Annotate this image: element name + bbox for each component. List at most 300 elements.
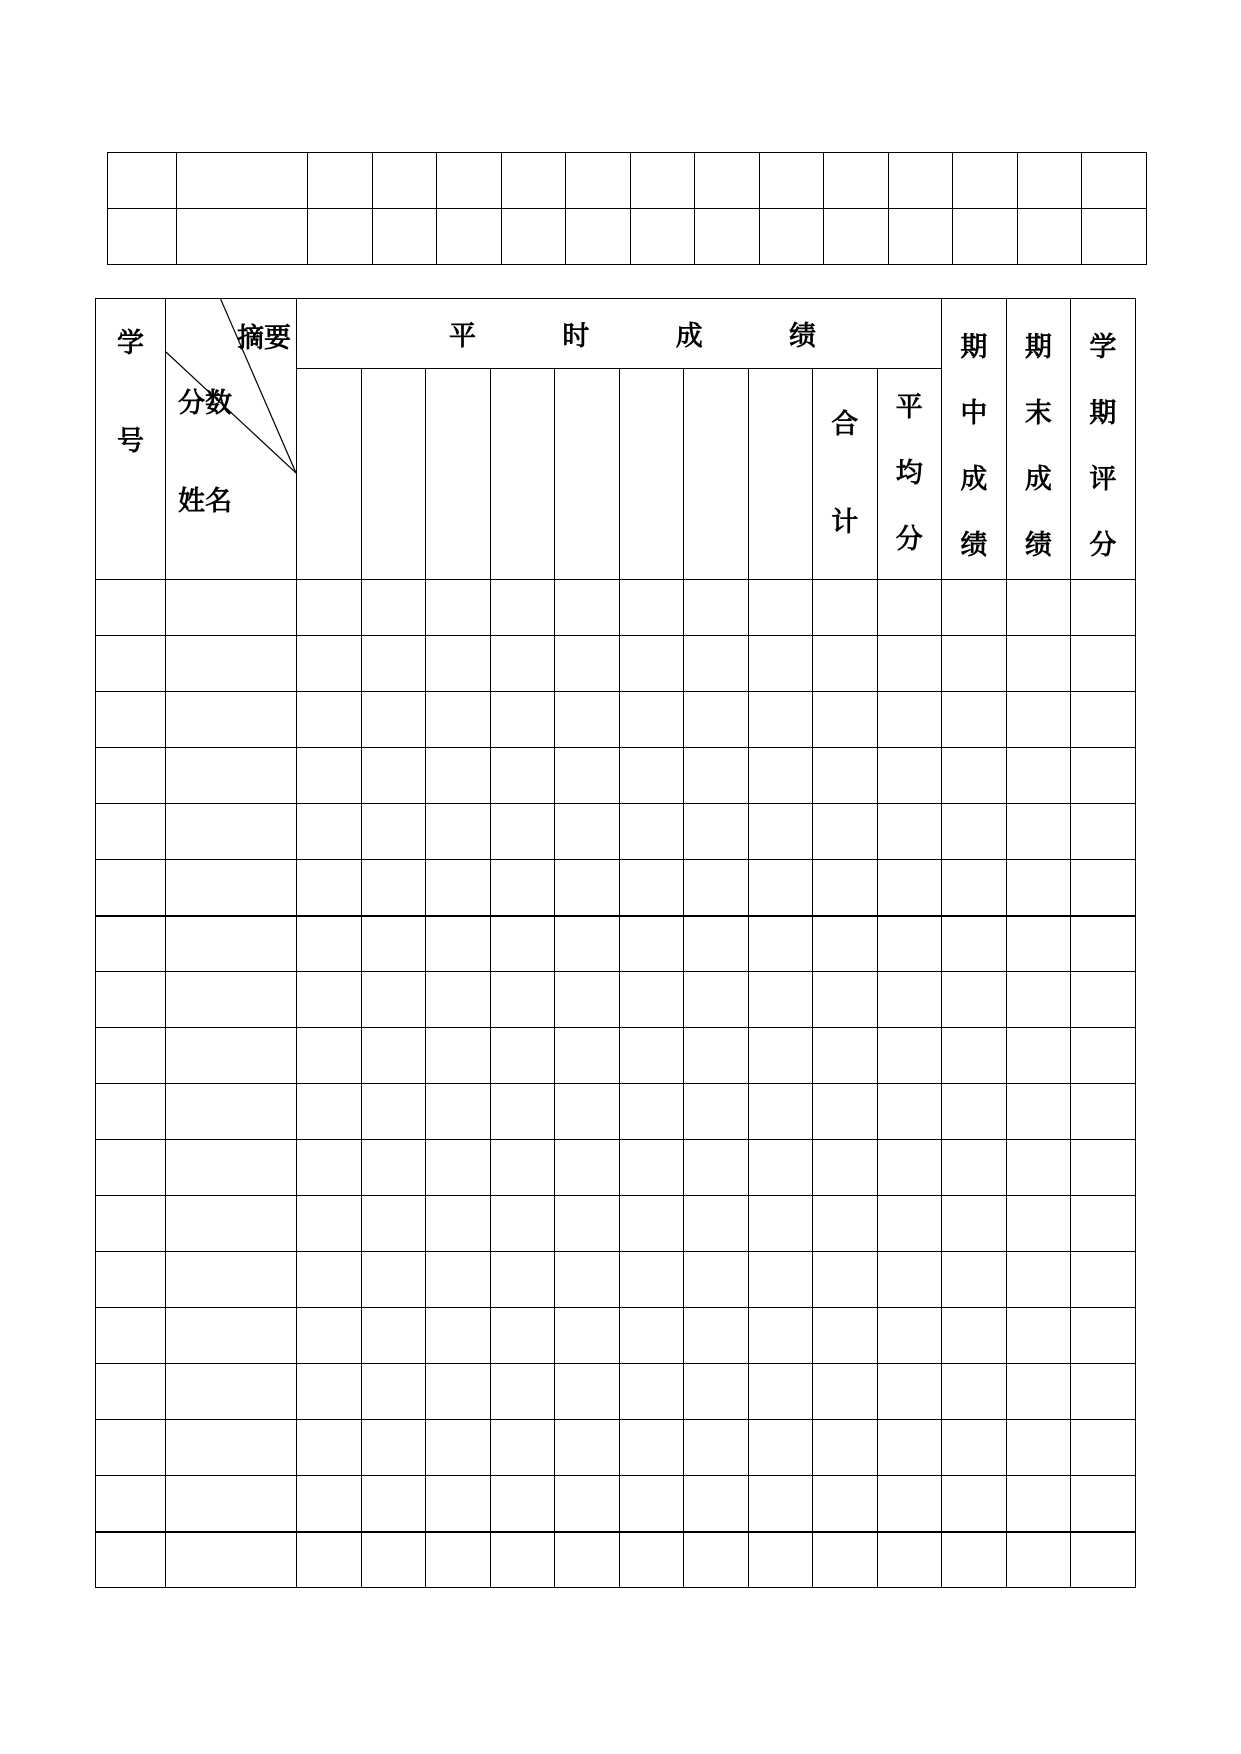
table-cell[interactable] xyxy=(619,1420,684,1476)
table-cell[interactable] xyxy=(1071,1476,1136,1532)
table-cell[interactable] xyxy=(1071,636,1136,692)
table-cell[interactable] xyxy=(1006,1028,1071,1084)
table-cell[interactable] xyxy=(555,692,620,748)
table-cell[interactable] xyxy=(877,1252,942,1308)
table-cell[interactable] xyxy=(942,804,1007,860)
table-cell[interactable] xyxy=(1071,1196,1136,1252)
table-cell[interactable] xyxy=(96,1196,166,1252)
table-cell[interactable] xyxy=(96,580,166,636)
table-cell[interactable] xyxy=(166,1364,297,1420)
table-cell[interactable] xyxy=(1071,1364,1136,1420)
table-cell[interactable] xyxy=(96,972,166,1028)
table-cell[interactable] xyxy=(426,1196,491,1252)
table-cell[interactable] xyxy=(490,1028,555,1084)
table-cell[interactable] xyxy=(555,1252,620,1308)
table-cell[interactable] xyxy=(361,804,426,860)
table-cell[interactable] xyxy=(96,860,166,916)
table-cell[interactable] xyxy=(877,860,942,916)
table-cell[interactable] xyxy=(942,1252,1007,1308)
table-cell[interactable] xyxy=(759,153,824,209)
table-cell[interactable] xyxy=(297,1532,362,1588)
table-cell[interactable] xyxy=(953,209,1018,265)
table-cell[interactable] xyxy=(308,153,373,209)
table-cell[interactable] xyxy=(684,1308,749,1364)
table-cell[interactable] xyxy=(490,860,555,916)
table-cell[interactable] xyxy=(361,1196,426,1252)
table-cell[interactable] xyxy=(942,1140,1007,1196)
table-cell[interactable] xyxy=(297,1252,362,1308)
table-cell[interactable] xyxy=(490,916,555,972)
table-cell[interactable] xyxy=(748,1308,813,1364)
table-cell[interactable] xyxy=(619,804,684,860)
table-cell[interactable] xyxy=(813,1084,878,1140)
table-cell[interactable] xyxy=(490,1252,555,1308)
table-cell[interactable] xyxy=(1006,636,1071,692)
table-cell[interactable] xyxy=(361,972,426,1028)
table-cell[interactable] xyxy=(695,153,760,209)
table-cell[interactable] xyxy=(684,748,749,804)
table-cell[interactable] xyxy=(361,580,426,636)
table-cell[interactable] xyxy=(748,748,813,804)
table-cell[interactable] xyxy=(96,636,166,692)
table-cell[interactable] xyxy=(748,1364,813,1420)
table-cell[interactable] xyxy=(1071,1308,1136,1364)
table-cell[interactable] xyxy=(297,1084,362,1140)
table-cell[interactable] xyxy=(166,916,297,972)
table-cell[interactable] xyxy=(361,1476,426,1532)
table-cell[interactable] xyxy=(759,209,824,265)
table-cell[interactable] xyxy=(619,636,684,692)
table-cell[interactable] xyxy=(942,1420,1007,1476)
table-cell[interactable] xyxy=(619,1252,684,1308)
table-cell[interactable] xyxy=(1006,804,1071,860)
table-cell[interactable] xyxy=(748,1140,813,1196)
table-cell[interactable] xyxy=(1082,153,1147,209)
table-cell[interactable] xyxy=(942,748,1007,804)
table-cell[interactable] xyxy=(108,209,177,265)
table-cell[interactable] xyxy=(297,1196,362,1252)
table-cell[interactable] xyxy=(426,1084,491,1140)
table-cell[interactable] xyxy=(1006,1476,1071,1532)
table-cell[interactable] xyxy=(1071,1420,1136,1476)
table-cell[interactable] xyxy=(1006,1140,1071,1196)
table-cell[interactable] xyxy=(1006,860,1071,916)
table-cell[interactable] xyxy=(1006,1084,1071,1140)
table-cell[interactable] xyxy=(684,1364,749,1420)
table-cell[interactable] xyxy=(748,804,813,860)
table-cell[interactable] xyxy=(96,1420,166,1476)
table-cell[interactable] xyxy=(942,580,1007,636)
table-cell[interactable] xyxy=(555,1140,620,1196)
table-cell[interactable] xyxy=(297,1140,362,1196)
table-cell[interactable] xyxy=(361,1140,426,1196)
table-cell[interactable] xyxy=(619,748,684,804)
table-cell[interactable] xyxy=(813,1476,878,1532)
table-cell[interactable] xyxy=(1071,1140,1136,1196)
table-cell[interactable] xyxy=(684,1420,749,1476)
table-cell[interactable] xyxy=(1006,916,1071,972)
table-cell[interactable] xyxy=(888,153,953,209)
table-cell[interactable] xyxy=(748,1084,813,1140)
table-cell[interactable] xyxy=(96,1084,166,1140)
table-cell[interactable] xyxy=(748,1196,813,1252)
table-cell[interactable] xyxy=(942,1364,1007,1420)
table-cell[interactable] xyxy=(619,1532,684,1588)
table-cell[interactable] xyxy=(426,1364,491,1420)
table-cell[interactable] xyxy=(361,1420,426,1476)
table-cell[interactable] xyxy=(297,636,362,692)
table-cell[interactable] xyxy=(166,1532,297,1588)
table-cell[interactable] xyxy=(1006,1420,1071,1476)
table-cell[interactable] xyxy=(96,916,166,972)
table-cell[interactable] xyxy=(501,209,566,265)
table-cell[interactable] xyxy=(166,1420,297,1476)
table-cell[interactable] xyxy=(619,1476,684,1532)
table-cell[interactable] xyxy=(942,636,1007,692)
table-cell[interactable] xyxy=(619,580,684,636)
table-cell[interactable] xyxy=(166,804,297,860)
table-cell[interactable] xyxy=(1082,209,1147,265)
table-cell[interactable] xyxy=(297,916,362,972)
table-cell[interactable] xyxy=(684,1532,749,1588)
table-cell[interactable] xyxy=(490,804,555,860)
table-cell[interactable] xyxy=(1006,972,1071,1028)
table-cell[interactable] xyxy=(297,692,362,748)
table-cell[interactable] xyxy=(490,692,555,748)
table-cell[interactable] xyxy=(1071,972,1136,1028)
table-cell[interactable] xyxy=(877,1140,942,1196)
table-cell[interactable] xyxy=(96,1532,166,1588)
table-cell[interactable] xyxy=(555,1364,620,1420)
table-cell[interactable] xyxy=(695,209,760,265)
table-cell[interactable] xyxy=(684,1476,749,1532)
table-cell[interactable] xyxy=(166,860,297,916)
table-cell[interactable] xyxy=(1006,748,1071,804)
table-cell[interactable] xyxy=(748,1420,813,1476)
table-cell[interactable] xyxy=(877,972,942,1028)
table-cell[interactable] xyxy=(877,1028,942,1084)
table-cell[interactable] xyxy=(96,1476,166,1532)
table-cell[interactable] xyxy=(748,972,813,1028)
table-cell[interactable] xyxy=(748,860,813,916)
table-cell[interactable] xyxy=(942,1532,1007,1588)
table-cell[interactable] xyxy=(630,209,695,265)
table-cell[interactable] xyxy=(297,1364,362,1420)
table-cell[interactable] xyxy=(555,916,620,972)
table-cell[interactable] xyxy=(96,804,166,860)
table-cell[interactable] xyxy=(813,636,878,692)
table-cell[interactable] xyxy=(555,860,620,916)
table-cell[interactable] xyxy=(361,1084,426,1140)
table-cell[interactable] xyxy=(166,1140,297,1196)
table-cell[interactable] xyxy=(372,209,437,265)
table-cell[interactable] xyxy=(748,1028,813,1084)
table-cell[interactable] xyxy=(108,153,177,209)
table-cell[interactable] xyxy=(813,1028,878,1084)
table-cell[interactable] xyxy=(684,1252,749,1308)
table-cell[interactable] xyxy=(888,209,953,265)
table-cell[interactable] xyxy=(426,1532,491,1588)
table-cell[interactable] xyxy=(490,1196,555,1252)
table-cell[interactable] xyxy=(177,153,308,209)
table-cell[interactable] xyxy=(426,636,491,692)
table-cell[interactable] xyxy=(942,916,1007,972)
table-cell[interactable] xyxy=(1071,916,1136,972)
table-cell[interactable] xyxy=(813,1364,878,1420)
table-cell[interactable] xyxy=(619,972,684,1028)
table-cell[interactable] xyxy=(748,916,813,972)
table-cell[interactable] xyxy=(619,692,684,748)
table-cell[interactable] xyxy=(361,1364,426,1420)
table-cell[interactable] xyxy=(942,972,1007,1028)
table-cell[interactable] xyxy=(361,1028,426,1084)
table-cell[interactable] xyxy=(166,1028,297,1084)
table-cell[interactable] xyxy=(824,153,889,209)
table-cell[interactable] xyxy=(684,1196,749,1252)
table-cell[interactable] xyxy=(166,692,297,748)
table-cell[interactable] xyxy=(1006,1364,1071,1420)
table-cell[interactable] xyxy=(96,692,166,748)
table-cell[interactable] xyxy=(684,804,749,860)
table-cell[interactable] xyxy=(1071,804,1136,860)
table-cell[interactable] xyxy=(619,1140,684,1196)
table-cell[interactable] xyxy=(877,692,942,748)
table-cell[interactable] xyxy=(96,1364,166,1420)
table-cell[interactable] xyxy=(684,1028,749,1084)
table-cell[interactable] xyxy=(942,860,1007,916)
table-cell[interactable] xyxy=(1071,580,1136,636)
table-cell[interactable] xyxy=(1071,860,1136,916)
table-cell[interactable] xyxy=(566,153,631,209)
table-cell[interactable] xyxy=(877,1364,942,1420)
table-cell[interactable] xyxy=(1071,1084,1136,1140)
table-cell[interactable] xyxy=(361,916,426,972)
table-cell[interactable] xyxy=(361,1532,426,1588)
table-cell[interactable] xyxy=(426,916,491,972)
table-cell[interactable] xyxy=(426,972,491,1028)
table-cell[interactable] xyxy=(877,1420,942,1476)
table-cell[interactable] xyxy=(813,1140,878,1196)
table-cell[interactable] xyxy=(630,153,695,209)
table-cell[interactable] xyxy=(748,1476,813,1532)
table-cell[interactable] xyxy=(1006,1196,1071,1252)
table-cell[interactable] xyxy=(1071,692,1136,748)
table-cell[interactable] xyxy=(490,1084,555,1140)
table-cell[interactable] xyxy=(555,636,620,692)
table-cell[interactable] xyxy=(813,972,878,1028)
table-cell[interactable] xyxy=(619,916,684,972)
table-cell[interactable] xyxy=(490,1420,555,1476)
table-cell[interactable] xyxy=(555,1420,620,1476)
table-cell[interactable] xyxy=(166,580,297,636)
table-cell[interactable] xyxy=(1006,580,1071,636)
table-cell[interactable] xyxy=(813,1308,878,1364)
table-cell[interactable] xyxy=(619,860,684,916)
table-cell[interactable] xyxy=(501,153,566,209)
table-cell[interactable] xyxy=(490,1532,555,1588)
table-cell[interactable] xyxy=(361,636,426,692)
table-cell[interactable] xyxy=(877,636,942,692)
table-cell[interactable] xyxy=(96,1140,166,1196)
table-cell[interactable] xyxy=(555,1196,620,1252)
table-cell[interactable] xyxy=(437,153,502,209)
table-cell[interactable] xyxy=(490,1476,555,1532)
table-cell[interactable] xyxy=(177,209,308,265)
table-cell[interactable] xyxy=(361,692,426,748)
table-cell[interactable] xyxy=(877,804,942,860)
table-cell[interactable] xyxy=(619,1084,684,1140)
table-cell[interactable] xyxy=(426,1140,491,1196)
table-cell[interactable] xyxy=(166,1084,297,1140)
table-cell[interactable] xyxy=(297,1476,362,1532)
table-cell[interactable] xyxy=(166,1308,297,1364)
table-cell[interactable] xyxy=(297,748,362,804)
table-cell[interactable] xyxy=(824,209,889,265)
table-cell[interactable] xyxy=(619,1308,684,1364)
table-cell[interactable] xyxy=(566,209,631,265)
table-cell[interactable] xyxy=(813,580,878,636)
table-cell[interactable] xyxy=(877,916,942,972)
table-cell[interactable] xyxy=(877,1196,942,1252)
table-cell[interactable] xyxy=(748,1252,813,1308)
table-cell[interactable] xyxy=(1071,1252,1136,1308)
table-cell[interactable] xyxy=(426,748,491,804)
table-cell[interactable] xyxy=(953,153,1018,209)
table-cell[interactable] xyxy=(426,1028,491,1084)
table-cell[interactable] xyxy=(813,1196,878,1252)
table-cell[interactable] xyxy=(555,804,620,860)
table-cell[interactable] xyxy=(297,860,362,916)
table-cell[interactable] xyxy=(426,692,491,748)
table-cell[interactable] xyxy=(490,1140,555,1196)
table-cell[interactable] xyxy=(942,1308,1007,1364)
table-cell[interactable] xyxy=(813,1532,878,1588)
table-cell[interactable] xyxy=(490,972,555,1028)
table-cell[interactable] xyxy=(361,748,426,804)
table-cell[interactable] xyxy=(96,1252,166,1308)
table-cell[interactable] xyxy=(619,1196,684,1252)
table-cell[interactable] xyxy=(297,972,362,1028)
table-cell[interactable] xyxy=(437,209,502,265)
table-cell[interactable] xyxy=(684,860,749,916)
table-cell[interactable] xyxy=(684,916,749,972)
table-cell[interactable] xyxy=(877,748,942,804)
table-cell[interactable] xyxy=(1017,153,1082,209)
table-cell[interactable] xyxy=(361,1308,426,1364)
table-cell[interactable] xyxy=(555,972,620,1028)
table-cell[interactable] xyxy=(684,636,749,692)
table-cell[interactable] xyxy=(748,636,813,692)
table-cell[interactable] xyxy=(166,636,297,692)
table-cell[interactable] xyxy=(748,580,813,636)
table-cell[interactable] xyxy=(684,580,749,636)
table-cell[interactable] xyxy=(426,1420,491,1476)
table-cell[interactable] xyxy=(166,1196,297,1252)
table-cell[interactable] xyxy=(684,1140,749,1196)
table-cell[interactable] xyxy=(813,804,878,860)
table-cell[interactable] xyxy=(942,1476,1007,1532)
table-cell[interactable] xyxy=(942,692,1007,748)
table-cell[interactable] xyxy=(619,1364,684,1420)
table-cell[interactable] xyxy=(942,1196,1007,1252)
table-cell[interactable] xyxy=(813,748,878,804)
table-cell[interactable] xyxy=(748,692,813,748)
table-cell[interactable] xyxy=(96,1028,166,1084)
table-cell[interactable] xyxy=(308,209,373,265)
table-cell[interactable] xyxy=(813,860,878,916)
table-cell[interactable] xyxy=(555,748,620,804)
table-cell[interactable] xyxy=(877,1308,942,1364)
table-cell[interactable] xyxy=(684,692,749,748)
table-cell[interactable] xyxy=(297,1308,362,1364)
table-cell[interactable] xyxy=(1006,1252,1071,1308)
table-cell[interactable] xyxy=(813,692,878,748)
table-cell[interactable] xyxy=(1006,1308,1071,1364)
table-cell[interactable] xyxy=(166,748,297,804)
table-cell[interactable] xyxy=(877,1476,942,1532)
table-cell[interactable] xyxy=(490,580,555,636)
table-cell[interactable] xyxy=(1071,1532,1136,1588)
table-cell[interactable] xyxy=(748,1532,813,1588)
table-cell[interactable] xyxy=(877,1084,942,1140)
table-cell[interactable] xyxy=(942,1084,1007,1140)
table-cell[interactable] xyxy=(297,1028,362,1084)
table-cell[interactable] xyxy=(426,1252,491,1308)
table-cell[interactable] xyxy=(619,1028,684,1084)
table-cell[interactable] xyxy=(361,1252,426,1308)
table-cell[interactable] xyxy=(490,636,555,692)
table-cell[interactable] xyxy=(490,1308,555,1364)
table-cell[interactable] xyxy=(877,1532,942,1588)
table-cell[interactable] xyxy=(813,1420,878,1476)
table-cell[interactable] xyxy=(361,860,426,916)
table-cell[interactable] xyxy=(555,580,620,636)
table-cell[interactable] xyxy=(555,1308,620,1364)
table-cell[interactable] xyxy=(555,1476,620,1532)
table-cell[interactable] xyxy=(426,860,491,916)
table-cell[interactable] xyxy=(942,1028,1007,1084)
table-cell[interactable] xyxy=(166,1252,297,1308)
table-cell[interactable] xyxy=(1071,1028,1136,1084)
table-cell[interactable] xyxy=(1006,1532,1071,1588)
table-cell[interactable] xyxy=(555,1084,620,1140)
table-cell[interactable] xyxy=(684,1084,749,1140)
table-cell[interactable] xyxy=(877,580,942,636)
table-cell[interactable] xyxy=(1006,692,1071,748)
table-cell[interactable] xyxy=(813,916,878,972)
table-cell[interactable] xyxy=(166,972,297,1028)
table-cell[interactable] xyxy=(372,153,437,209)
table-cell[interactable] xyxy=(426,804,491,860)
table-cell[interactable] xyxy=(555,1028,620,1084)
table-cell[interactable] xyxy=(426,580,491,636)
table-cell[interactable] xyxy=(297,1420,362,1476)
table-cell[interactable] xyxy=(426,1308,491,1364)
table-cell[interactable] xyxy=(1017,209,1082,265)
table-cell[interactable] xyxy=(684,972,749,1028)
table-cell[interactable] xyxy=(166,1476,297,1532)
table-cell[interactable] xyxy=(96,748,166,804)
table-cell[interactable] xyxy=(297,580,362,636)
table-cell[interactable] xyxy=(813,1252,878,1308)
table-cell[interactable] xyxy=(490,748,555,804)
table-cell[interactable] xyxy=(555,1532,620,1588)
table-cell[interactable] xyxy=(426,1476,491,1532)
table-cell[interactable] xyxy=(297,804,362,860)
table-cell[interactable] xyxy=(490,1364,555,1420)
table-cell[interactable] xyxy=(96,1308,166,1364)
table-cell[interactable] xyxy=(1071,748,1136,804)
